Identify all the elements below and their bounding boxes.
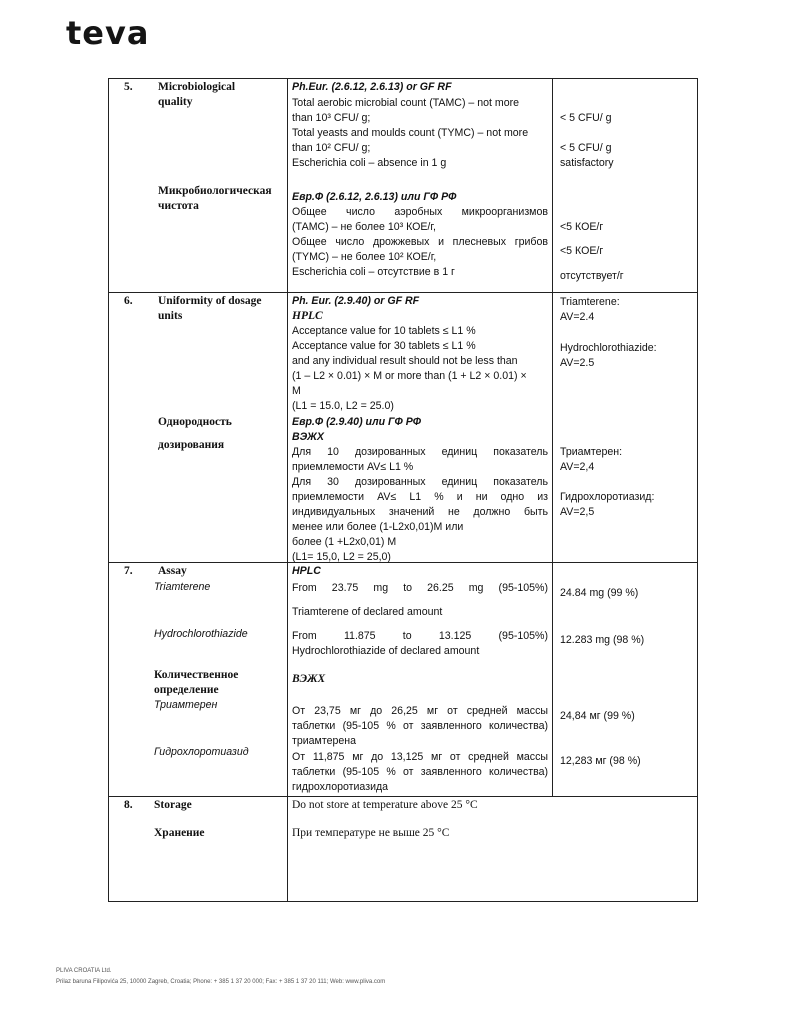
method-label: HPLC [292, 310, 323, 322]
requirement-text: Total yeasts and moulds count (TYMC) – not more [292, 127, 529, 139]
requirement-text: Для 30 дозированных единиц показатель [292, 476, 548, 488]
result-text: отсутствует/г [560, 270, 624, 282]
requirement-text: индивидуальных значений не должно быть [292, 506, 548, 518]
requirement-text: При температуре не выше 25 °C [292, 827, 450, 839]
row-divider [108, 796, 698, 797]
result-text: Гидрохлоротиазид: [560, 491, 655, 503]
requirement-text: (ТАМС) – не более 10³ КОЕ/г, [292, 221, 436, 233]
requirement-text: Acceptance value for 10 tablets ≤ L1 % [292, 325, 476, 337]
requirement-text: Общее число дрожжевых и плесневых грибов [292, 236, 548, 248]
requirement-text: От 23,75 мг до 26,25 мг от средней массы [292, 705, 548, 717]
standard-reference: Ph. Eur. (2.9.40) or GF RF [292, 295, 420, 307]
requirement-text: Escherichia coli – отсутствие в 1 г [292, 266, 455, 278]
row-title: Количественное [154, 669, 239, 681]
method-label: ВЭЖХ [292, 673, 326, 685]
teva-logo: teva [66, 14, 150, 52]
requirement-text: and any individual result should not be less than [292, 355, 518, 367]
result-text: Триамтерен: [560, 446, 623, 458]
method-label: HPLC [292, 565, 321, 577]
row-title: Микробиологическая [158, 185, 272, 197]
requirement-text: than 10³ CFU/ g; [292, 112, 371, 124]
row-number: 7. [124, 565, 133, 577]
result-text: Hydrochlorothiazide: [560, 342, 657, 354]
row-title: определение [154, 684, 219, 696]
result-text: AV=2,4 [560, 461, 595, 473]
standard-reference: Евр.Ф (2.6.12, 2.6.13) или ГФ РФ [292, 191, 457, 203]
result-text: <5 КОЕ/г [560, 245, 604, 257]
column-divider [552, 78, 553, 796]
row-title: Хранение [154, 827, 205, 839]
requirement-text: (1 – L2 × 0.01) × M or more than (1 + L2 × 0.01) × [292, 370, 527, 382]
standard-reference: Ph.Eur. (2.6.12, 2.6.13) or GF RF [292, 81, 452, 93]
row-title: Assay [158, 565, 187, 577]
requirement-text: От 11,875 мг до 13,125 мг от средней массы [292, 751, 548, 763]
row-title: Microbiological [158, 81, 236, 93]
requirement-text: (L1= 15,0, L2 = 25,0) [292, 551, 391, 563]
row-number: 6. [124, 295, 133, 307]
table-border-right [697, 78, 698, 902]
result-text: AV=2.5 [560, 357, 595, 369]
requirement-text: Escherichia coli – absence in 1 g [292, 157, 447, 169]
row-subtitle: Hydrochlorothiazide [154, 628, 248, 640]
result-text: Triamterene: [560, 296, 620, 308]
result-text: < 5 CFU/ g [560, 142, 612, 154]
table-border-left [108, 78, 109, 902]
row-title: Uniformity of dosage [158, 295, 262, 307]
standard-reference: Евр.Ф (2.9.40) или ГФ РФ [292, 416, 422, 428]
requirement-text: From 11.875 to 13.125 (95-105%) [292, 630, 548, 642]
row-title: units [158, 310, 183, 322]
row-divider [108, 78, 698, 79]
column-divider [287, 78, 288, 902]
result-text: satisfactory [560, 157, 614, 169]
requirement-text: From 23.75 mg to 26.25 mg (95-105%) [292, 582, 548, 594]
requirement-text: M [292, 385, 301, 397]
row-subtitle: Гидрохлоротиазид [154, 746, 249, 758]
result-text: < 5 CFU/ g [560, 112, 612, 124]
row-divider [108, 901, 698, 902]
result-text: <5 КОЕ/г [560, 221, 604, 233]
requirement-text: приемлемости AV≤ L1 % и ни одно из [292, 491, 548, 503]
requirement-text: приемлемости AV≤ L1 % [292, 461, 414, 473]
requirement-text: (L1 = 15.0, L2 = 25.0) [292, 400, 394, 412]
row-subtitle: Триамтерен [154, 699, 218, 711]
requirement-text: Acceptance value for 30 tablets ≤ L1 % [292, 340, 476, 352]
requirement-text: более (1 +L2x0,01) M [292, 536, 397, 548]
requirement-text: таблетки (95-105 % от заявленного количества) [292, 720, 548, 732]
requirement-text: Total aerobic microbial count (TAMC) – not more [292, 97, 520, 109]
row-number: 8. [124, 799, 133, 811]
footer-company: PLIVA CROATIA Ltd. [56, 968, 112, 974]
specification-table [108, 78, 698, 902]
result-text: AV=2.4 [560, 311, 595, 323]
requirement-text: Общее число аэробных микроорганизмов [292, 206, 548, 218]
row-divider [108, 292, 698, 293]
requirement-text: Do not store at temperature above 25 °C [292, 799, 478, 811]
row-number: 5. [124, 81, 133, 93]
requirement-text: (TYMC) – не более 10² КОЕ/г, [292, 251, 437, 263]
requirement-text: Для 10 дозированных единиц показатель [292, 446, 548, 458]
requirement-text: таблетки (95-105 % от заявленного количества) [292, 766, 548, 778]
requirement-text: триамтерена [292, 735, 356, 747]
row-title: Однородность [158, 416, 232, 428]
result-text: AV=2,5 [560, 506, 595, 518]
result-text: 24.84 mg (99 %) [560, 587, 639, 599]
row-subtitle: Triamterene [154, 581, 211, 593]
row-divider [108, 562, 698, 563]
requirement-text: Triamterene of declared amount [292, 606, 443, 618]
row-title: дозирования [158, 439, 225, 451]
footer-address: Prilaz baruna Filipovića 25, 10000 Zagreb, Croatia; Phone: + 385 1 37 20 000; Fax: + 385 1 37 20 111; Web: www.pliva.com [56, 979, 386, 985]
requirement-text: гидрохлоротиазида [292, 781, 389, 793]
result-text: 12.283 mg (98 %) [560, 634, 645, 646]
method-label: ВЭЖХ [292, 431, 324, 443]
requirement-text: Hydrochlorothiazide of declared amount [292, 645, 480, 657]
result-text: 12,283 мг (98 %) [560, 755, 641, 767]
requirement-text: than 10² CFU/ g; [292, 142, 371, 154]
row-title: Storage [154, 799, 192, 811]
requirement-text: менее или более (1-L2x0,01)M или [292, 521, 464, 533]
row-title: чистота [158, 200, 199, 212]
row-title: quality [158, 96, 193, 108]
result-text: 24,84 мг (99 %) [560, 710, 635, 722]
